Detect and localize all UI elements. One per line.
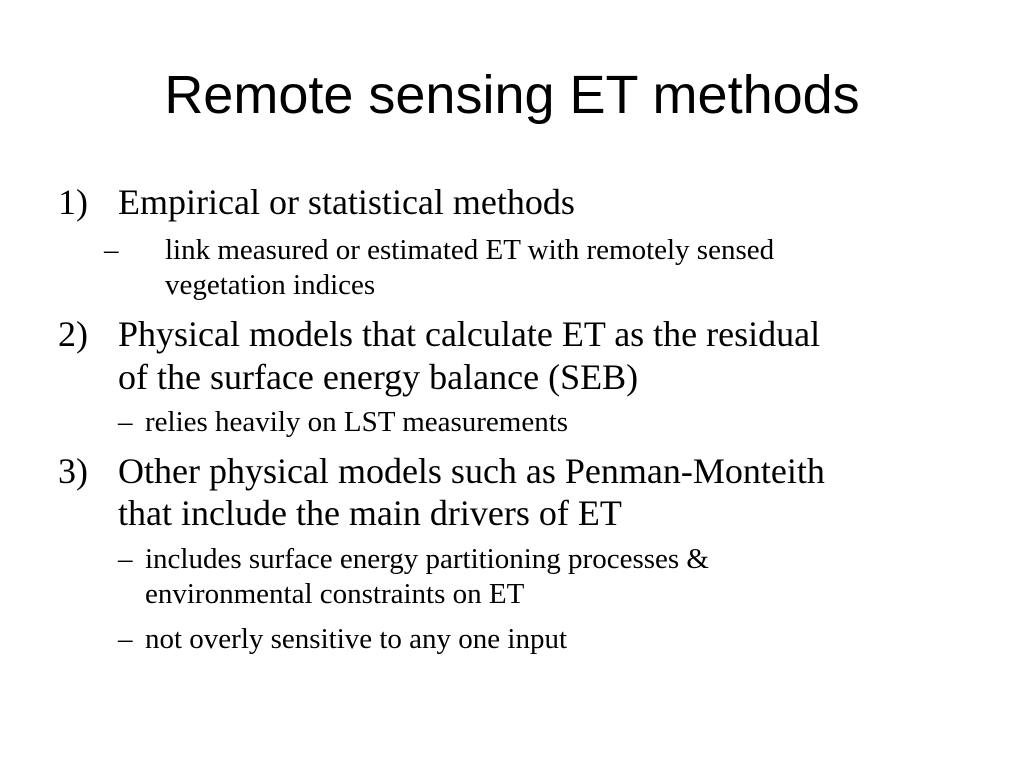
- sub-bullet-1-1-line-2: vegetation indices: [165, 269, 376, 301]
- bullet-3-number: 3): [58, 451, 88, 491]
- bullet-3-line-1: Other physical models such as Penman-Monteith: [118, 451, 825, 491]
- sub-bullet-1-1-line-1: link measured or estimated ET with remotely sensed: [165, 234, 775, 266]
- sub-bullet-1-1-dash: –: [104, 234, 119, 266]
- sub-bullet-3-1-dash: –: [118, 543, 133, 575]
- sub-bullet-2-1-line-1: relies heavily on LST measurements: [145, 406, 569, 438]
- bullet-2-line-1: Physical models that calculate ET as the residual: [118, 314, 821, 354]
- bullet-2-number: 2): [58, 314, 88, 354]
- bullet-1-line-1: Empirical or statistical methods: [118, 182, 575, 222]
- slide-title: Remote sensing ET methods: [164, 65, 860, 125]
- sub-bullet-3-1-line-1: includes surface energy partitioning processes &: [145, 543, 709, 575]
- bullet-2-line-2: of the surface energy balance (SEB): [118, 357, 639, 397]
- sub-bullet-3-1-line-2: environmental constraints on ET: [145, 578, 525, 610]
- sub-bullet-3-2-line-1: not overly sensitive to any one input: [145, 623, 568, 655]
- bullet-1-number: 1): [58, 182, 88, 222]
- sub-bullet-2-1-dash: –: [118, 406, 133, 438]
- sub-bullet-3-2-dash: –: [118, 623, 133, 655]
- bullet-3-line-2: that include the main drivers of ET: [118, 493, 622, 533]
